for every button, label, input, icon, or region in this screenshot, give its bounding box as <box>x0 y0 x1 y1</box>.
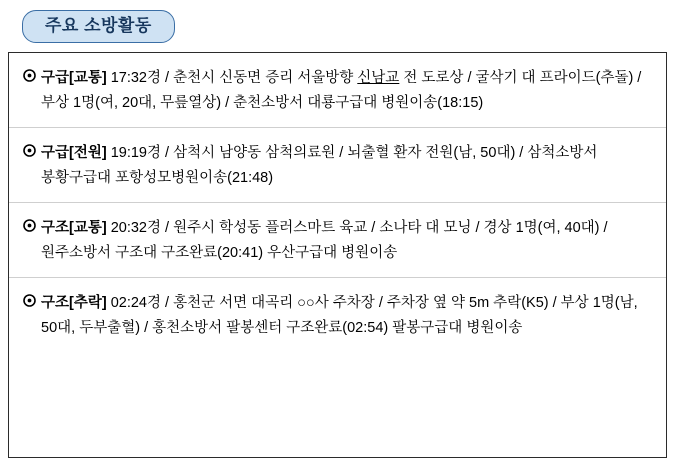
entry-category: 구조[교통] <box>41 219 107 236</box>
entry-category: 구조[추락] <box>41 294 107 311</box>
list-item <box>9 53 666 128</box>
list-item-text <box>41 291 652 341</box>
entry-text-underlined: 신남교 <box>357 70 400 87</box>
list-item <box>9 278 666 352</box>
list-item <box>9 128 666 203</box>
entry-text-part2: 전 도로상 / 굴삭기 대 프라이드(추돌) / 부상 1명(여, 20대, 무릎열상) / 춘천소방서 대룡구급대 병원이송(18:15) <box>41 70 642 112</box>
entry-text-part1: 20:32경 / 원주시 학성동 플러스마트 육교 / 소나타 대 모닝 / 경상 1명(여, 40대) / 원주소방서 구조대 구조완료(20:41) 우산구급대 병원이송 <box>41 219 608 261</box>
page-title: 주요 소방활동 <box>22 10 175 43</box>
entry-category: 구급[교통] <box>41 70 107 87</box>
circle-bullet-icon <box>23 141 41 157</box>
entry-text-part1: 17:32경 / 춘천시 신동면 증리 서울방향 <box>106 70 358 87</box>
entry-category: 구급[전원] <box>41 144 107 161</box>
activity-list-box <box>8 52 667 458</box>
circle-bullet-icon <box>23 216 41 232</box>
list-item-text <box>41 66 652 116</box>
circle-bullet-icon <box>23 291 41 307</box>
list-item-text <box>41 216 652 266</box>
circle-bullet-icon <box>23 66 41 82</box>
list-item-text <box>41 141 652 191</box>
entry-text-part1: 02:24경 / 홍천군 서면 대곡리 ○○사 주차장 / 주차장 옆 약 5m 추락(K5) / 부상 1명(남, 50대, 두부출혈) / 홍천소방서 팔봉센터 구조완료(02:54) 팔봉구급대 병원이송 <box>41 294 638 336</box>
entry-text-part1: 19:19경 / 삼척시 남양동 삼척의료원 / 뇌출혈 환자 전원(남, 50대) / 삼척소방서 봉황구급대 포항성모병원이송(21:48) <box>41 144 598 186</box>
header-area <box>0 0 675 43</box>
list-item <box>9 203 666 278</box>
